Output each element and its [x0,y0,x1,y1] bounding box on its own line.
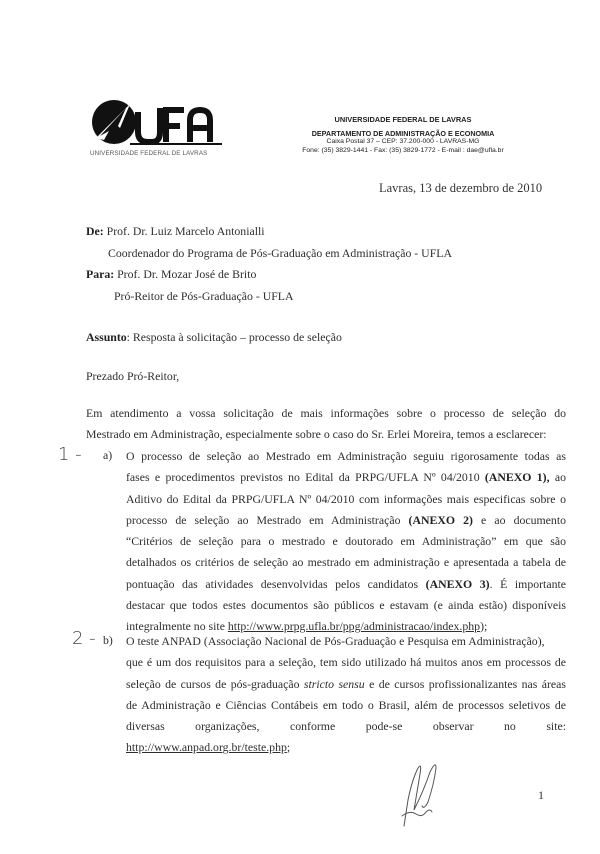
intro-paragraph [86,403,566,446]
item-b-line: http://www.anpad.org.br/teste.php; [126,740,291,755]
item-a-line: O processo de seleção ao Mestrado em Administração seguiu rigorosamente todas as [126,449,566,463]
item-a-body [126,446,566,638]
handwritten-mark-2: 2 - [72,628,96,649]
item-a-line: Aditivo do Edital da PRPG/UFLA Nº 04/2010 com informações mais especificas sobre o [126,491,566,506]
item-b-line: seleção de cursos de pós-graduação stricto sensu e de cursos profissionalizantes nas áreas [126,676,566,691]
annex-3-ref: (ANEXO 3) [425,576,490,591]
item-b-line: diversas organizações, conforme pode-se observar no site: [126,719,566,734]
handwritten-signature [394,760,454,828]
from-role: Coordenador do Programa de Pós-Graduação em Administração - UFLA [108,246,452,260]
handwritten-mark-1: 1 - [58,444,82,465]
item-b-marker: b) [103,633,113,647]
annex-1-ref: (ANEXO 1), [484,470,550,485]
subject-line [86,327,342,349]
item-a-line: pontuação das atividades desenvolvidas pelos candidatos (ANEXO 3). É importante [126,576,566,591]
item-a-line: detalhados os critérios de seleção ao mestrado em administração e apresentada a tabela de [126,555,566,570]
item-a-line: “Critérios de seleção para o mestrado e doutorado em Administração” em que são [126,534,566,549]
institution-name: UNIVERSIDADE FEDERAL DE LAVRAS [334,115,472,124]
to-name: Prof. Dr. Mozar José de Brito [114,267,257,281]
to-line [86,264,256,286]
stricto-sensu-term: stricto sensu [303,676,365,691]
item-b-body [126,631,566,759]
postal-address: Caixa Postal 37 – CEP: 37.200-000 - LAVRAS-MG [326,138,480,145]
item-a-line: fases e procedimentos previstos no Edital da PRPG/UFLA Nº 04/2010 (ANEXO 1), ao [126,470,566,485]
contact-info: Fone: (35) 3829-1441 - Fax: (35) 3829-1772 - E-mail : dae@ufla.br [302,146,504,154]
ufla-logo-mark [90,98,230,150]
anpad-url-link[interactable]: http://www.anpad.org.br/teste.php [126,740,287,755]
item-a-line: processo de seleção ao Mestrado em Administração (ANEXO 2) e ao documento [126,512,566,527]
intro-line: Em atendimento a vossa solicitação de mais informações sobre o processo de seleção do [86,406,566,420]
intro-line: Mestrado em Administração, especialmente sobre o caso do Sr. Erlei Moreira, temos a esclarecer: [86,427,547,442]
to-role: Pró-Reitor de Pós-Graduação - UFLA [114,289,294,303]
item-a-line: integralmente no site http://www.prpg.ufla.br/ppg/administracao/index.php); [126,619,488,634]
annex-2-ref: (ANEXO 2) [408,512,473,527]
page-number: 1 [538,788,544,802]
subject-text: : Resposta à solicitação – processo de seleção [126,330,342,344]
item-b-line: O teste ANPAD (Associação Nacional de Pós-Graduação e Pesquisa em Administração), [126,634,545,648]
item-b-line: que é um dos requisitos para a seleção, tem sido utilizado há muitos anos em processos de [126,655,566,670]
department-name: DEPARTAMENTO DE ADMINISTRAÇÃO E ECONOMIA [311,129,495,138]
letter-date: Lavras, 13 de dezembro de 2010 [379,181,543,195]
from-name: Prof. Dr. Luiz Marcelo Antonialli [103,224,265,238]
logo-caption: UNIVERSIDADE FEDERAL DE LAVRAS [90,150,208,157]
from-label: De: [86,224,104,238]
from-line [86,221,265,243]
item-b-line: de Administração e Ciências Contábeis em todo o Brasil, além de processos seletivos de [126,697,566,712]
item-a-line: destacar que todos estes documentos são públicos e estavam (e ainda estão) disponíveis [126,598,566,613]
prpg-url-link[interactable]: http://www.prpg.ufla.br/ppg/administracao/index.php [227,619,481,634]
item-a-marker: a) [103,448,113,462]
to-label: Para: [86,267,115,281]
ufla-logo [90,98,230,162]
subject-label: Assunto [86,330,127,344]
salutation: Prezado Pró-Reitor, [86,369,180,383]
letterhead [258,115,548,155]
